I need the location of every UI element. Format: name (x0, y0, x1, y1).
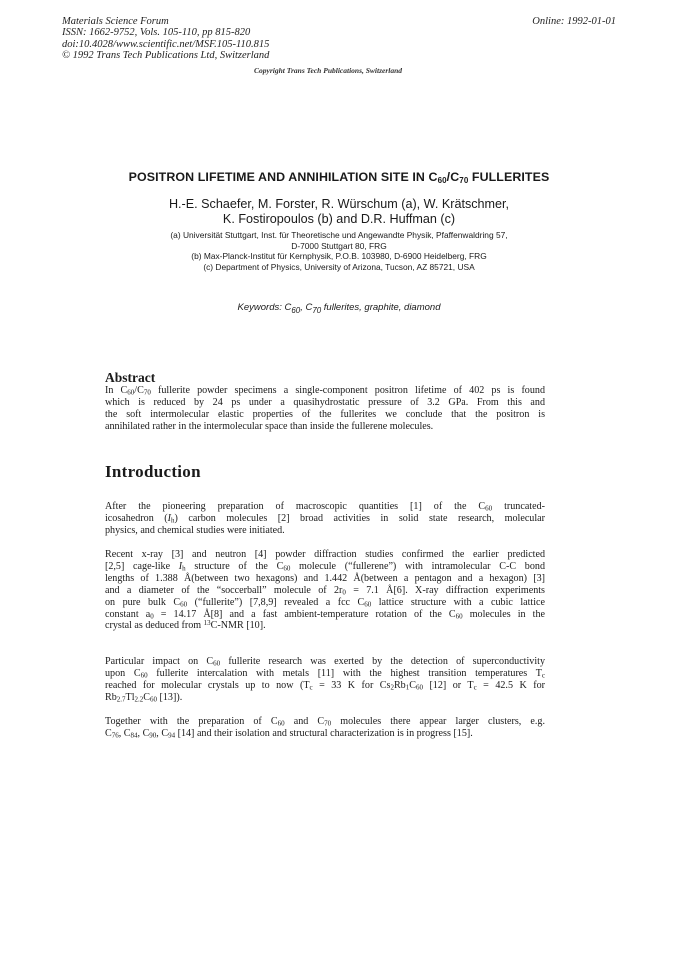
abstract-text: In $C_{60}/C_{70}$ fullerite powder specimens a single-component positron lifetime of 402 ps is found which is reduced by 24 ps under a quasihydrostatic pressure of 3.2 GPa. From this and the soft intermolecular elastic properties of the fullerites we conclude that the positron is annihilated rather in the intermolecular space than inside the fullerene molecules. (105, 385, 545, 432)
journal-doi: doi:10.4028/www.scientific.net/MSF.105-110.815 (62, 38, 270, 50)
authors-line-1: H.-E. Schaefer, M. Forster, R. Würschum (a), W. Krätschmer, (168, 197, 510, 211)
paper-title: POSITRON LIFETIME AND ANNIHILATION SITE IN $C_{60}/C_{70}$ FULLERITES (128, 170, 550, 185)
intro-paragraph-2: Recent x-ray [3] and neutron [4] powder diffraction studies confirmed the earlier predicted [2,5] cage-like $I_h$ structure of the $C_{60}$ molecule (“fullerene”) with intramolecular C-C bond lengths of 1.388 Å(between two hexagons) and 1.442 Å(between a pentagon and a hexagon) [3] and a diameter of the “soccerball” molecule of $2r_0 = 7.1$ Å[6]. X-ray diffraction experiments on pure bulk $C_{60}$ (“fullerite”) [7,8,9] revealed a fcc $C_{60}$ lattice structure with a cubic lattice constant $a_0 = 14.17$ Å[8] and a fast ambient-temperature rotation of the $C_{60}$ molecules in the crystal as deduced from $^{13}$C-NMR [10]. (105, 549, 546, 632)
journal-publisher: © 1992 Trans Tech Publications Ltd, Switzerland (62, 49, 270, 61)
intro-paragraph-3: Particular impact on $C_{60}$ fullerite research was exerted by the detection of superconductivity upon $C_{60}$ fullerite intercalation with metals [11] with the highest transition temperatures $T_c$ reached for molecular crystals up to now ($T_c = 33$ K for $Cs_2Rb_1C_{60}$ [12] or $T_c = 42.5$ K for $Rb_{2.7}Tl_{2.2}C_{60}$ [13]). (105, 656, 545, 704)
abstract-heading: Abstract (105, 370, 156, 385)
affiliation-b: (b) Max-Planck-Institut für Kernphysik, P.O.B. 103980, D-6900 Heidelberg, FRG (191, 251, 487, 261)
journal-name: Materials Science Forum (62, 16, 169, 27)
keywords: Keywords: $C_{60}$, $C_{70}$ fullerites, graphite, diamond (237, 302, 441, 315)
online-date: Online: 1992-01-01 (532, 16, 616, 27)
copyright-notice: Copyright Trans Tech Publications, Switzerland (253, 66, 402, 75)
introduction-heading: Introduction (105, 462, 201, 481)
journal-issn: ISSN: 1662-9752, Vols. 105-110, pp 815-820 (62, 27, 251, 39)
affiliation-a-address: D-7000 Stuttgart 80, FRG (291, 240, 387, 251)
intro-paragraph-4: Together with the preparation of $C_{60}$ and $C_{70}$ molecules there appear larger clusters, e.g. $C_{76}$, $C_{84}$, $C_{90}$, $C_{94}$ [14] and their isolation and structural characterization is in progress [15]. (105, 716, 545, 740)
affiliation-c: (c) Department of Physics, University of Arizona, Tucson, AZ 85721, USA (203, 261, 475, 272)
intro-paragraph-1: After the pioneering preparation of macroscopic quantities [1] of the $C_{60}$ truncated- icosahedron $(I_h)$ carbon molecules [2] broad activities in solid state research, molecular physics, and chemical studies were initiated. (105, 501, 546, 536)
journal-header (62, 16, 269, 61)
affiliation-a: (a) Universität Stuttgart, Inst. für Theoretische und Angewandte Physik, Pfaffenwaldring 57, (170, 230, 508, 240)
authors-line-2: K. Fostiropoulos (b) and D.R. Huffman (c) (222, 212, 456, 226)
